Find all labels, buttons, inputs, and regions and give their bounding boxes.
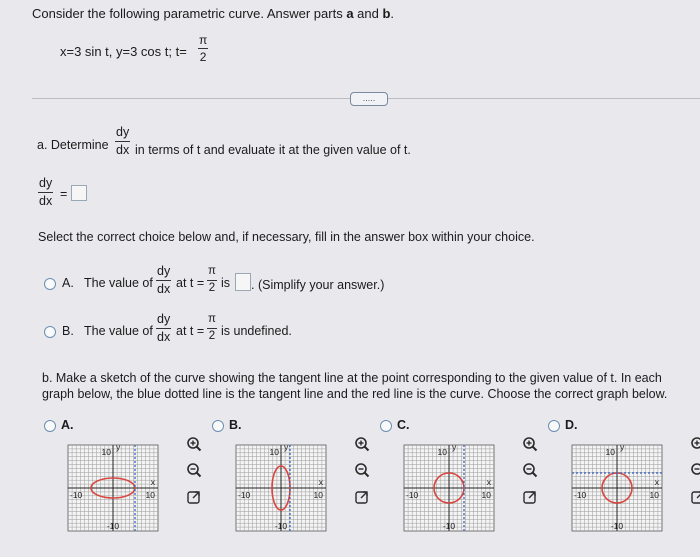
zoom-in-icon[interactable] xyxy=(186,436,202,452)
option-a-is: is xyxy=(221,276,231,290)
y-tick-label: -10 xyxy=(610,521,624,531)
y-tick-label: 10 xyxy=(605,447,615,457)
popout-icon[interactable] xyxy=(354,489,370,505)
y-tick-label: 10 xyxy=(101,447,111,457)
option-a-radio[interactable] xyxy=(44,278,56,290)
x-tick-label: -10 xyxy=(70,490,83,500)
graph-option-letter: A. xyxy=(61,418,74,432)
option-a-pi-over-2: π 2 xyxy=(208,265,216,294)
equals-sign: = xyxy=(60,187,68,201)
x-tick-label: 10 xyxy=(649,490,659,500)
part-a-instruction: in terms of t and evaluate it at the given value of t. xyxy=(135,143,411,157)
x-axis-label: x xyxy=(150,477,155,487)
y-tick-label: -10 xyxy=(274,521,288,531)
option-b-pi-over-2: π 2 xyxy=(208,313,216,342)
graph-plot xyxy=(396,439,506,545)
intro-text: Consider the following parametric curve. Answer parts a and b. xyxy=(32,6,395,21)
option-b-at: at t = xyxy=(176,324,205,338)
y-axis-label: y xyxy=(452,442,457,452)
graph-option-letter: B. xyxy=(229,418,242,432)
graph-plot xyxy=(228,439,338,545)
part-b-line2: graph below, the blue dotted line is the tangent line and the red line is the curve. Choose the correct graph below. xyxy=(42,387,668,401)
x-axis-label: x xyxy=(318,477,323,487)
popout-icon[interactable] xyxy=(522,489,538,505)
option-b-letter: B. xyxy=(62,324,74,338)
graph-option-radio[interactable] xyxy=(380,420,392,432)
y-tick-label: -10 xyxy=(442,521,456,531)
dydx-answer-input[interactable] xyxy=(71,185,87,201)
x-tick-label: -10 xyxy=(574,490,587,500)
select-instruction: Select the correct choice below and, if necessary, fill in the answer box within your choice. xyxy=(38,230,535,244)
zoom-in-icon[interactable] xyxy=(690,436,700,452)
dydx-fraction: dy dx xyxy=(116,125,130,157)
option-b-undefined: is undefined. xyxy=(221,324,292,338)
y-axis-label: y xyxy=(116,442,121,452)
popout-icon[interactable] xyxy=(690,489,700,505)
dydx-answer-fraction: dy dx xyxy=(39,176,53,208)
x-axis-label: x xyxy=(486,477,491,487)
x-tick-label: -10 xyxy=(238,490,251,500)
x-tick-label: 10 xyxy=(313,490,323,500)
graph-option-letter: C. xyxy=(397,418,410,432)
option-a-text: The value of xyxy=(84,276,153,290)
part-b-line1: b. Make a sketch of the curve showing the tangent line at the point corresponding to the given value of t. In each xyxy=(42,371,662,385)
x-tick-label: -10 xyxy=(406,490,419,500)
zoom-out-icon[interactable] xyxy=(690,462,700,478)
graph-option-letter: D. xyxy=(565,418,578,432)
y-axis-label: y xyxy=(284,442,289,452)
x-tick-label: 10 xyxy=(481,490,491,500)
graph-plot xyxy=(60,439,170,545)
graph-option-radio[interactable] xyxy=(44,420,56,432)
part-a-label: a. Determine xyxy=(37,138,109,152)
option-a-at: at t = xyxy=(176,276,205,290)
zoom-out-icon[interactable] xyxy=(522,462,538,478)
option-b-text: The value of xyxy=(84,324,153,338)
graph-option-radio[interactable] xyxy=(548,420,560,432)
x-axis-label: x xyxy=(654,477,659,487)
y-tick-label: 10 xyxy=(269,447,279,457)
y-tick-label: 10 xyxy=(437,447,447,457)
y-tick-label: -10 xyxy=(106,521,120,531)
pi-over-2: π 2 xyxy=(199,33,208,64)
y-axis-label: y xyxy=(620,442,625,452)
expand-more-button[interactable]: ..... xyxy=(350,92,388,106)
option-b-radio[interactable] xyxy=(44,326,56,338)
zoom-out-icon[interactable] xyxy=(186,462,202,478)
option-b-dydx: dy dx xyxy=(157,312,171,344)
option-a-letter: A. xyxy=(62,276,74,290)
graph-option-radio[interactable] xyxy=(212,420,224,432)
zoom-in-icon[interactable] xyxy=(522,436,538,452)
equation: x=3 sin t, y=3 cos t; t= xyxy=(60,44,187,59)
option-a-simplify: . (Simplify your answer.) xyxy=(251,278,385,292)
option-a-dydx: dy dx xyxy=(157,264,171,296)
zoom-in-icon[interactable] xyxy=(354,436,370,452)
popout-icon[interactable] xyxy=(186,489,202,505)
graph-plot xyxy=(564,439,674,545)
x-tick-label: 10 xyxy=(145,490,155,500)
option-a-answer-input[interactable] xyxy=(235,273,251,291)
zoom-out-icon[interactable] xyxy=(354,462,370,478)
